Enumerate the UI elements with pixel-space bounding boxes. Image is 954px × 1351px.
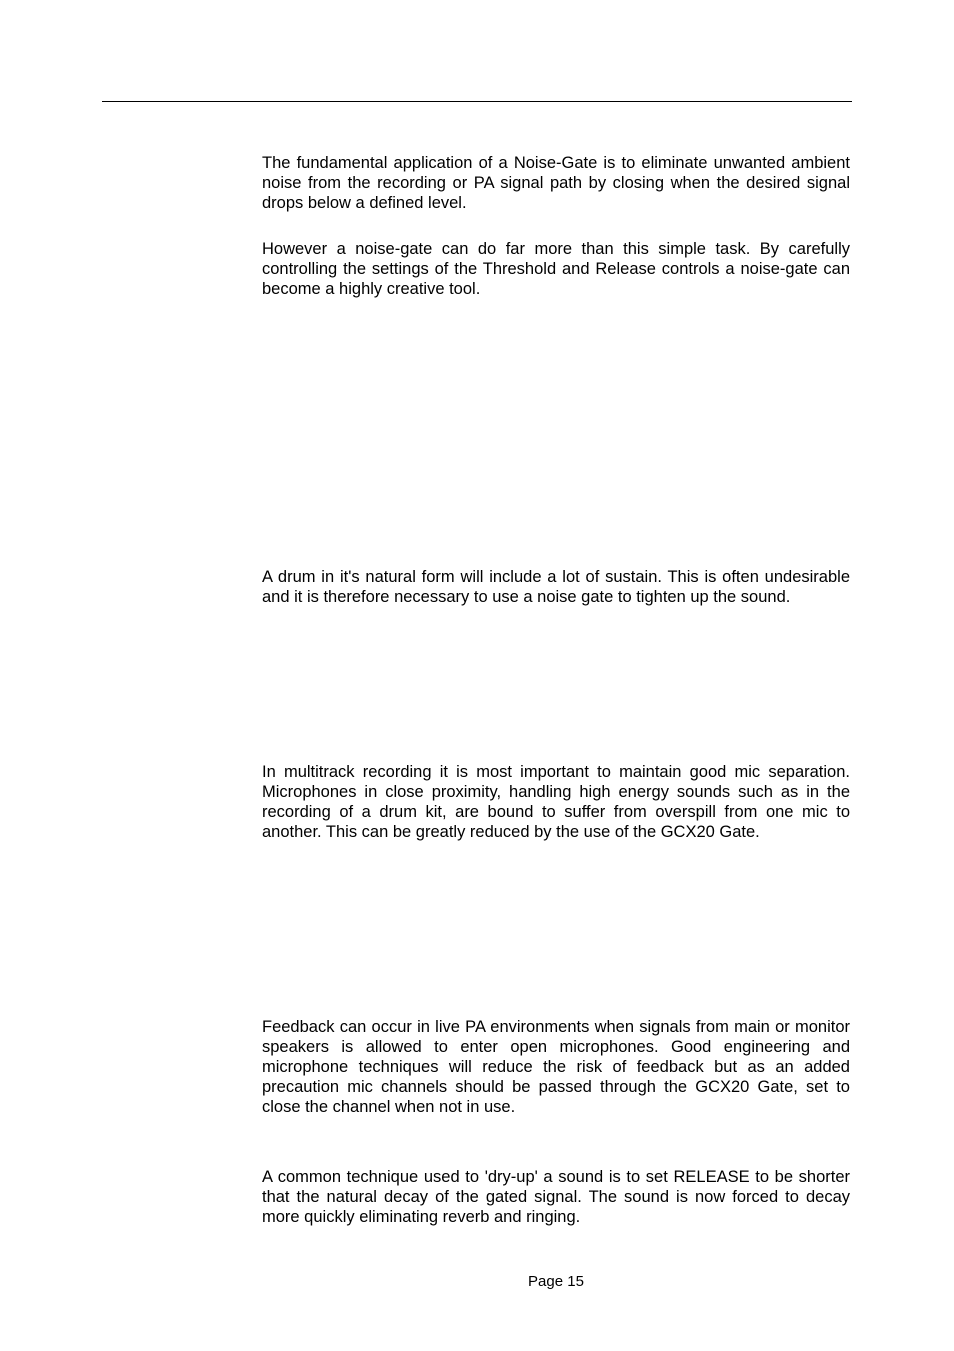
paragraph-dry-up-technique: A common technique used to 'dry-up' a sound is to set RELEASE to be shorter that the natural decay of the gated signal. The sound is now forced to decay more quickly eliminating reverb and ringing.	[262, 1168, 850, 1226]
paragraph-multitrack-separation: In multitrack recording it is most important to maintain good mic separation. Microphones in close proximity, handling high energy sounds such as in the recording of a drum kit, are bound to suffer from overspill from one mic to another. This can be greatly reduced by the use of the GCX20 Gate.	[262, 763, 850, 841]
paragraph-drum-sustain: A drum in it's natural form will include a lot of sustain. This is often undesirable and it is therefore necessary to use a noise gate to tighten up the sound.	[262, 568, 850, 606]
paragraph-creative-tool: However a noise-gate can do far more than this simple task. By carefully controlling the settings of the Threshold and Release controls a noise-gate can become a highly creative tool.	[262, 240, 850, 298]
page-number: Page 15	[528, 1273, 584, 1290]
paragraph-noise-gate-application: The fundamental application of a Noise-Gate is to eliminate unwanted ambient noise from the recording or PA signal path by closing when the desired signal drops below a defined level.	[262, 154, 850, 212]
header-rule	[102, 101, 852, 102]
paragraph-feedback: Feedback can occur in live PA environments when signals from main or monitor speakers is allowed to enter open microphones. Good engineering and microphone techniques will reduce the risk of feedback but as an added precaution mic channels should be passed through the GCX20 Gate, set to close the channel when not in use.	[262, 1018, 850, 1116]
